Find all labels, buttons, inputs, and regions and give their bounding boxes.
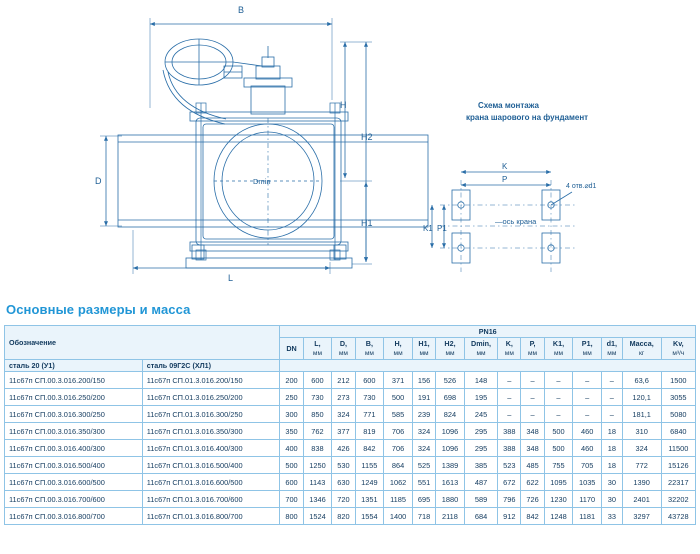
dim-label-P1: P1 <box>437 224 447 233</box>
cell-масса: 3297 <box>622 508 661 525</box>
cell-dn: 300 <box>280 406 303 423</box>
cell-k: 796 <box>498 491 521 508</box>
cell-p: – <box>521 389 544 406</box>
table-row <box>5 406 696 423</box>
cell-d: 377 <box>332 423 355 440</box>
cell-dmin: 295 <box>464 423 497 440</box>
dim-label-B: B <box>238 5 245 15</box>
cell-dmin: 487 <box>464 474 497 491</box>
cell-designation-steel20: 11с67п СП.00.3.016.300/250 <box>5 406 143 423</box>
header-col-10: K1, мм <box>544 338 573 360</box>
cell-d1: 30 <box>602 474 623 491</box>
table-row <box>5 457 696 474</box>
cell-p1: 1181 <box>573 508 602 525</box>
cell-d: 720 <box>332 491 355 508</box>
dimensions-table <box>4 325 696 525</box>
cell-kv: 3055 <box>661 389 695 406</box>
cell-масса: 310 <box>622 423 661 440</box>
cell-p1: – <box>573 389 602 406</box>
header-col-8: K, мм <box>498 338 521 360</box>
cell-p: 348 <box>521 440 544 457</box>
header-steel20: сталь 20 (У1) <box>5 360 143 372</box>
header-col-14: Kv, м³/ч <box>661 338 695 360</box>
cell-b: 1249 <box>355 474 384 491</box>
header-col-11: P1, мм <box>573 338 602 360</box>
cell-dmin: 148 <box>464 372 497 389</box>
cell-k: – <box>498 406 521 423</box>
cell-kv: 22317 <box>661 474 695 491</box>
cell-designation-steel09g2s: 11с67п СП.01.3.016.400/300 <box>142 440 280 457</box>
section-title: Основные размеры и масса <box>6 302 191 317</box>
cell-kv: 32202 <box>661 491 695 508</box>
dimensions-section <box>0 288 700 525</box>
cell-d: 820 <box>332 508 355 525</box>
cell-h2: 1880 <box>436 491 465 508</box>
cell-k1: – <box>544 406 573 423</box>
cell-p1: – <box>573 372 602 389</box>
cell-dmin: 684 <box>464 508 497 525</box>
cell-dn: 700 <box>280 491 303 508</box>
cell-d: 630 <box>332 474 355 491</box>
header-col-1: L, мм <box>303 338 332 360</box>
cell-dn: 500 <box>280 457 303 474</box>
dim-label-K1: K1 <box>423 224 433 233</box>
cell-масса: 1390 <box>622 474 661 491</box>
cell-dn: 800 <box>280 508 303 525</box>
header-col-0: DN <box>280 338 303 360</box>
cell-k: 672 <box>498 474 521 491</box>
cell-designation-steel09g2s: 11с67п СП.01.3.016.800/700 <box>142 508 280 525</box>
cell-designation-steel20: 11с67п СП.00.3.016.500/400 <box>5 457 143 474</box>
mount-title-line2: крана шарового на фундамент <box>466 113 589 122</box>
cell-h2: 1096 <box>436 423 465 440</box>
cell-kv: 15126 <box>661 457 695 474</box>
header-col-3: B, мм <box>355 338 384 360</box>
cell-d1: 18 <box>602 423 623 440</box>
cell-dn: 350 <box>280 423 303 440</box>
cell-p1: 460 <box>573 423 602 440</box>
header-steel09g2s: сталь 09Г2С (ХЛ1) <box>142 360 280 372</box>
cell-k1: 1230 <box>544 491 573 508</box>
cell-k1: 500 <box>544 423 573 440</box>
table-header-row-3 <box>5 360 696 372</box>
cell-h: 1400 <box>384 508 413 525</box>
cell-p: – <box>521 372 544 389</box>
table-body <box>5 372 696 525</box>
cell-h1: 191 <box>412 389 435 406</box>
table-row <box>5 389 696 406</box>
cell-h: 500 <box>384 389 413 406</box>
cell-p1: – <box>573 406 602 423</box>
cell-h: 864 <box>384 457 413 474</box>
cell-h1: 551 <box>412 474 435 491</box>
cell-dn: 600 <box>280 474 303 491</box>
cell-h2: 1389 <box>436 457 465 474</box>
cell-designation-steel20: 11с67п СП.00.3.016.700/600 <box>5 491 143 508</box>
dim-label-K: K <box>502 162 508 171</box>
cell-h2: 2118 <box>436 508 465 525</box>
cell-p: 485 <box>521 457 544 474</box>
cell-designation-steel09g2s: 11с67п СП.01.3.016.200/150 <box>142 372 280 389</box>
cell-b: 819 <box>355 423 384 440</box>
cell-l: 1346 <box>303 491 332 508</box>
cell-designation-steel20: 11с67п СП.00.3.016.800/700 <box>5 508 143 525</box>
cell-designation-steel09g2s: 11с67п СП.01.3.016.350/300 <box>142 423 280 440</box>
dim-label-L: L <box>228 273 234 283</box>
cell-l: 762 <box>303 423 332 440</box>
cell-масса: 120,1 <box>622 389 661 406</box>
header-col-9: P, мм <box>521 338 544 360</box>
cell-p: 842 <box>521 508 544 525</box>
table-header-row-1 <box>5 326 696 338</box>
cell-k1: 755 <box>544 457 573 474</box>
cell-k: – <box>498 372 521 389</box>
cell-h1: 324 <box>412 440 435 457</box>
table-row <box>5 423 696 440</box>
cell-h: 371 <box>384 372 413 389</box>
table-row <box>5 440 696 457</box>
dim-label-H1: H1 <box>361 218 373 228</box>
cell-designation-steel09g2s: 11с67п СП.01.3.016.600/500 <box>142 474 280 491</box>
axis-label: —ось крана <box>495 217 537 226</box>
cell-designation-steel09g2s: 11с67п СП.01.3.016.300/250 <box>142 406 280 423</box>
cell-l: 1524 <box>303 508 332 525</box>
cell-h: 706 <box>384 440 413 457</box>
header-col-13: Масса, кг <box>622 338 661 360</box>
cell-d1: – <box>602 389 623 406</box>
header-col-6: H2, мм <box>436 338 465 360</box>
cell-dmin: 385 <box>464 457 497 474</box>
cell-designation-steel09g2s: 11с67п СП.01.3.016.500/400 <box>142 457 280 474</box>
cell-dmin: 589 <box>464 491 497 508</box>
header-col-2: D, мм <box>332 338 355 360</box>
cell-k1: – <box>544 372 573 389</box>
cell-designation-steel20: 11с67п СП.00.3.016.250/200 <box>5 389 143 406</box>
cell-l: 850 <box>303 406 332 423</box>
header-spacer <box>280 360 696 372</box>
cell-h: 585 <box>384 406 413 423</box>
cell-h1: 525 <box>412 457 435 474</box>
cell-b: 1554 <box>355 508 384 525</box>
header-pn16: PN16 <box>280 326 696 338</box>
cell-designation-steel20: 11с67п СП.00.3.016.400/300 <box>5 440 143 457</box>
table-row <box>5 508 696 525</box>
cell-k: – <box>498 389 521 406</box>
cell-d1: 30 <box>602 491 623 508</box>
cell-k: 523 <box>498 457 521 474</box>
cell-dmin: 295 <box>464 440 497 457</box>
cell-kv: 1500 <box>661 372 695 389</box>
cell-k1: – <box>544 389 573 406</box>
cell-масса: 63,6 <box>622 372 661 389</box>
cell-h2: 526 <box>436 372 465 389</box>
cell-k1: 1248 <box>544 508 573 525</box>
cell-h1: 156 <box>412 372 435 389</box>
header-col-12: d1, мм <box>602 338 623 360</box>
cell-k: 388 <box>498 440 521 457</box>
cell-kv: 6840 <box>661 423 695 440</box>
cell-h: 706 <box>384 423 413 440</box>
cell-l: 838 <box>303 440 332 457</box>
cell-p: 622 <box>521 474 544 491</box>
cell-kv: 5080 <box>661 406 695 423</box>
cell-h1: 239 <box>412 406 435 423</box>
cell-p1: 705 <box>573 457 602 474</box>
cell-h1: 695 <box>412 491 435 508</box>
cell-h: 1062 <box>384 474 413 491</box>
cell-h: 1185 <box>384 491 413 508</box>
dim-label-D: D <box>95 176 102 186</box>
cell-h2: 1096 <box>436 440 465 457</box>
cell-d: 273 <box>332 389 355 406</box>
cell-designation-steel09g2s: 11с67п СП.01.3.016.250/200 <box>142 389 280 406</box>
cell-масса: 181,1 <box>622 406 661 423</box>
cell-p1: 460 <box>573 440 602 457</box>
cell-масса: 324 <box>622 440 661 457</box>
cell-designation-steel20: 11с67п СП.00.3.016.200/150 <box>5 372 143 389</box>
cell-k: 388 <box>498 423 521 440</box>
dim-label-H2: H2 <box>361 132 373 142</box>
dim-label-P: P <box>502 175 508 184</box>
cell-d1: 18 <box>602 440 623 457</box>
cell-p: – <box>521 406 544 423</box>
cell-b: 1351 <box>355 491 384 508</box>
dim-label-H: H <box>340 100 347 110</box>
header-col-4: H, мм <box>384 338 413 360</box>
cell-p: 348 <box>521 423 544 440</box>
cell-p: 726 <box>521 491 544 508</box>
cell-d1: 33 <box>602 508 623 525</box>
cell-k1: 500 <box>544 440 573 457</box>
cell-l: 1143 <box>303 474 332 491</box>
cell-h1: 324 <box>412 423 435 440</box>
cell-dn: 200 <box>280 372 303 389</box>
cell-designation-steel20: 11с67п СП.00.3.016.350/300 <box>5 423 143 440</box>
cell-l: 1250 <box>303 457 332 474</box>
cell-dn: 400 <box>280 440 303 457</box>
cell-k1: 1095 <box>544 474 573 491</box>
table-row <box>5 491 696 508</box>
cell-k: 912 <box>498 508 521 525</box>
cell-designation-steel20: 11с67п СП.00.3.016.600/500 <box>5 474 143 491</box>
cell-d: 426 <box>332 440 355 457</box>
cell-масса: 2401 <box>622 491 661 508</box>
cell-b: 1155 <box>355 457 384 474</box>
cell-d: 324 <box>332 406 355 423</box>
cell-b: 842 <box>355 440 384 457</box>
cell-dn: 250 <box>280 389 303 406</box>
cell-h2: 698 <box>436 389 465 406</box>
cell-dmin: 195 <box>464 389 497 406</box>
cell-dmin: 245 <box>464 406 497 423</box>
cell-kv: 43728 <box>661 508 695 525</box>
cell-d1: 18 <box>602 457 623 474</box>
cell-h2: 824 <box>436 406 465 423</box>
cell-p1: 1170 <box>573 491 602 508</box>
cell-масса: 772 <box>622 457 661 474</box>
header-col-5: H1, мм <box>412 338 435 360</box>
cell-d: 530 <box>332 457 355 474</box>
cell-kv: 11500 <box>661 440 695 457</box>
cell-p1: 1035 <box>573 474 602 491</box>
cell-l: 600 <box>303 372 332 389</box>
cell-designation-steel09g2s: 11с67п СП.01.3.016.700/600 <box>142 491 280 508</box>
table-row <box>5 372 696 389</box>
mount-title-line1: Схема монтажа <box>478 101 539 110</box>
cell-h1: 718 <box>412 508 435 525</box>
cell-l: 730 <box>303 389 332 406</box>
cell-b: 600 <box>355 372 384 389</box>
header-designation: Обозначение <box>5 326 280 360</box>
header-col-7: Dmin, мм <box>464 338 497 360</box>
table-row <box>5 474 696 491</box>
cell-h2: 1613 <box>436 474 465 491</box>
holes-label: 4 отв.⌀d1 <box>566 183 597 190</box>
cell-b: 730 <box>355 389 384 406</box>
cell-d1: – <box>602 372 623 389</box>
cell-d1: – <box>602 406 623 423</box>
cell-b: 771 <box>355 406 384 423</box>
dim-label-Dmin: Dmin <box>253 177 271 186</box>
cell-d: 212 <box>332 372 355 389</box>
